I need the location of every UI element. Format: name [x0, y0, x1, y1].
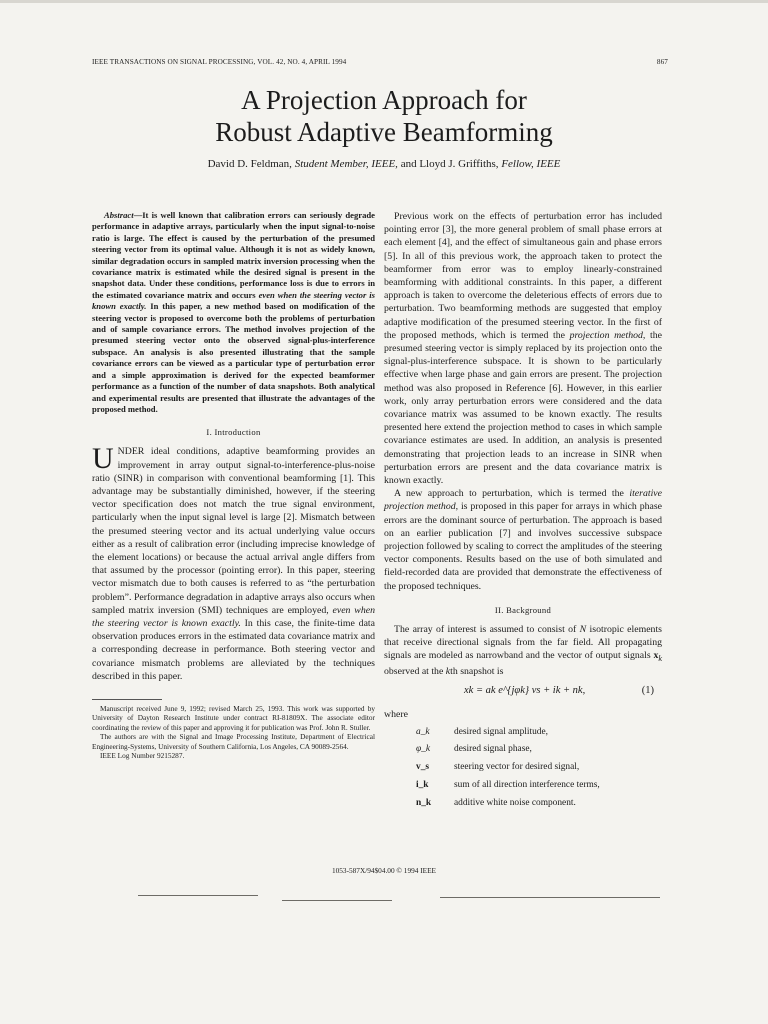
symbol-row: [384, 777, 662, 795]
previous-work-text-1: Previous work on the effects of perturbation error has included pointing error [3], the more general problem of small phase errors at each element [4], and the effect of simultaneous gain and phase errors [5]. In all of this previous work, the approach taken to protect the beamformer from error was to employ linearly-constrained beamforming with additional constraints. In this paper, a different approach is taken to overcome the deleterious effects of errors due to perturbation. Two beamforming methods are suggested that employ adaptive modification of the presumed steering vector. In the first of the proposed methods, which is termed the: [384, 211, 662, 341]
footnote-manuscript: Manuscript received June 9, 1992; revised March 25, 1993. This work was supported by University of Dayton Research Institute under contract RI-81809X. The associate editor coordinating the review of this paper and approving it for publication was Prof. John R. Stuller.: [92, 703, 375, 732]
background-text-1: The array of interest is assumed to consist of: [394, 623, 580, 635]
copyright-notice: 1053-587X/94$04.00 © 1994 IEEE: [331, 866, 437, 875]
iterative-text-1: A new approach to perturbation, which is termed the: [394, 488, 630, 500]
background-text-3: observed at the: [384, 666, 446, 678]
symbol-row: [384, 741, 662, 759]
section-heading-introduction: I. Introduction: [206, 427, 261, 438]
symbol-N: N: [579, 623, 587, 635]
symbol-k-subscript: k: [658, 654, 662, 664]
symbol-definitions: [384, 724, 662, 813]
intro-paragraph: [92, 442, 375, 683]
scan-artifact-line: [138, 895, 258, 896]
projection-method-term: projection method,: [569, 329, 646, 341]
symbol: i_k: [416, 780, 429, 791]
symbol-definition: desired signal amplitude,: [454, 726, 548, 737]
scan-artifact-line: [282, 900, 392, 901]
right-column: [384, 210, 662, 813]
author-line: [0, 158, 768, 170]
symbol-definition: desired signal phase,: [454, 744, 532, 755]
author-2-role: Fellow, IEEE: [501, 158, 561, 170]
equation-1: [384, 685, 662, 701]
footnote-log-number: IEEE Log Number 9215287.: [100, 751, 185, 760]
abstract-label: Abstract: [104, 210, 134, 220]
where-label: where: [384, 708, 408, 720]
iterative-method-term: iterative projection method,: [384, 488, 662, 513]
iterative-text-2: is proposed in this paper for arrays in which phase errors are the dominant source of perturbation. The approach is based on an earlier publication [7] and involves successive subspace projection followed by scaling to correct the amplitudes of the steering vector components. Results based on the use of both simulated and field-recorded data are provided that demonstrate the effectiveness of the proposed techniques.: [384, 501, 662, 592]
author-1: David D. Feldman,: [207, 158, 292, 170]
symbol-definition: sum of all direction interference terms,: [454, 780, 600, 791]
intro-text-1: NDER ideal conditions, adaptive beamforming provides an improvement in array output signal-to-interference-plus-noise ratio (SINR) in comparison with conventional beamforming [1]. This advantage may be substantially diminished, however, if the steering vector specification does not match the true signal environment, particularly when the input signal level is large [2]. Mismatch between the presumed steering vector and its actual underlying value occurs either as a result of calibration error (including imprecise knowledge of the element locations) or because the actual arrival angle differs from that assumed by the processor (pointing error). In this paper, steering vector mismatch due to both causes is referred to as “the perturbation problem”. Performance degradation in adaptive arrays also occurs when sampled matrix inversion (SMI) techniques are employed,: [92, 446, 375, 616]
page-number: 867: [656, 58, 668, 66]
previous-work-text-2: the presumed steering vector is simply replaced by its projection onto the signal-plus-interference subspace. It is shown to be particularly effective when large phase and gain errors are present. The projection method was also proposed in Reference [6]. However, in this earlier work, only array perturbation errors were considered and the data covariance matrix was assumed to be known exactly. The results presented here extend the projection method to cases in which sample covariance estimates are used. In addition, an analysis is presented demonstrating that projection leads to an increase in SINR when perturbation errors are present and the data covariance matrix is known exactly.: [384, 329, 662, 487]
symbol-row: [384, 759, 662, 777]
scan-artifact-line: [440, 897, 660, 898]
abstract: [92, 210, 375, 415]
symbol: φ_k: [416, 744, 431, 755]
symbol: n_k: [416, 797, 432, 808]
footnote-affiliation: The authors are with the Signal and Image Processing Institute, Department of Electrical Engineering-Systems, University of Southern California, Los Angeles, CA 90089-2564.: [92, 732, 375, 751]
symbol: a_k: [416, 726, 430, 737]
abstract-emphasis: even when the steering vector is known exactly.: [92, 289, 375, 312]
symbol-x: x: [653, 650, 659, 662]
symbol: v_s: [416, 762, 430, 773]
background-text-2: isotropic elements that receive directional signals from the far field. All propagating signals are modeled as narrowband and the vector of output signals: [384, 623, 662, 662]
author-1-role: Student Member, IEEE,: [294, 158, 398, 170]
symbol-row: [384, 795, 662, 813]
symbol-k: k: [445, 666, 451, 678]
intro-emphasis: even when the steering vector is known exactly.: [92, 604, 375, 629]
running-head: [92, 58, 668, 66]
title-line-1: A Projection Approach for: [241, 85, 527, 115]
symbol-row: [384, 724, 662, 742]
abstract-text-1: —It is well known that calibration errors can seriously degrade performance in adaptive arrays, particularly when the input signal-to-noise ratio is large. The effect is caused by the perturbation of the presumed steering vector from its optimal value. Although it is not as widely known, similar degradation occurs in sampled matrix inversion processing when the covariance matrix is estimated while the desired signal is present in the snapshot data. Under these conditions, performance loss is due to errors in the estimated covariance matrix and occurs: [92, 210, 375, 300]
paper-title: [0, 84, 768, 148]
drop-cap: U: [92, 442, 114, 476]
intro-text-2: In this case, the finite-time data observation produces errors in the estimated data covariance matrix and a corresponding decrease in performance. Both steering vector and covariance mismatch problems are alleviated by the techniques described in this paper.: [92, 617, 375, 682]
symbol-definition: steering vector for desired signal,: [454, 762, 580, 773]
previous-work-paragraph: [384, 210, 662, 487]
section-heading-background: II. Background: [494, 604, 552, 615]
background-paragraph: [384, 623, 662, 679]
footnote-rule: [92, 699, 162, 700]
left-column: [92, 210, 375, 760]
title-line-2: Robust Adaptive Beamforming: [215, 117, 553, 147]
equation-number: (1): [641, 684, 654, 696]
iterative-paragraph: [384, 487, 662, 593]
background-text-4: th snapshot is: [450, 666, 504, 678]
equation-body: xk = ak e^{jφk} vs + ik + nk,: [464, 684, 586, 696]
scan-top-edge: [0, 0, 768, 3]
author-2: and Lloyd J. Griffiths,: [400, 158, 499, 170]
abstract-text-2: In this paper, a new method based on modification of the steering vector is proposed to overcome both the problems of perturbation and of sample covariance errors. The method involves projection of the presumed steering vector onto the observed signal-plus-interference subspace. An analysis is also presented illustrating that the sample covariance errors can be viewed as a particular type of perturbation error and a simple approximation is derived for the expected beamformer performance as a function of the number of data snapshots. Both analytical and experimental results are presented that illustrate the advantages of the proposed method.: [92, 301, 375, 414]
symbol-definition: additive white noise component.: [454, 797, 576, 808]
journal-citation: IEEE TRANSACTIONS ON SIGNAL PROCESSING, VOL. 42, NO. 4, APRIL 1994: [92, 58, 347, 66]
